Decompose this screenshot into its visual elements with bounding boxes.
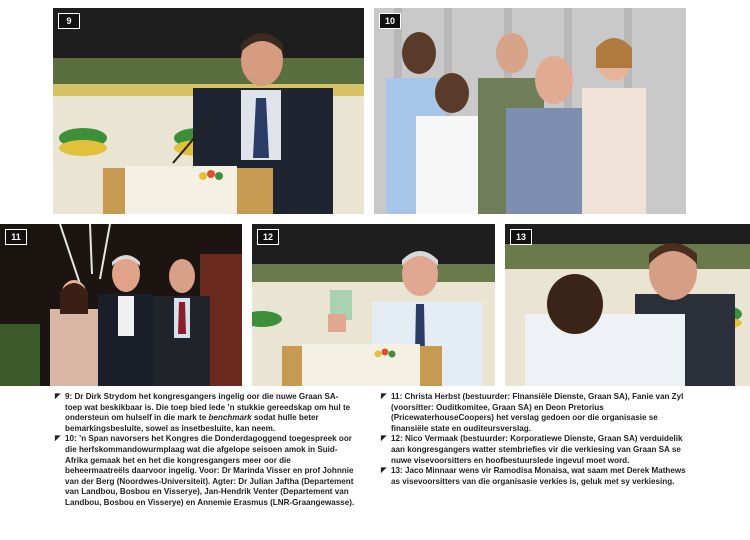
caption-11-text: 11: Christa Herbst (bestuurder: Finansiële Dienste, Graan SA), Fanie van Zyl (voorsitter: Ouditkomitee, Graan SA) en Deon Pretorius (PricewaterhouseCoopers) het verslag gedoen oor die organisasie se finansiële state en ouditeursverslag. <box>391 392 684 433</box>
caption-12-text: 12: Nico Vermaak (bestuurder: Korporatiewe Dienste, Graan SA) verduidelik aan kongresgangers watter stembriefies vir die verkiesing van Graan SA se nuwe visevoorsitters en hoofbestuurslede ingevul moet word. <box>391 434 683 465</box>
caption-9 <box>55 392 355 434</box>
photo-10-image <box>374 8 686 214</box>
caption-9-emphasis: benchmark <box>208 413 252 423</box>
photo-9-image <box>53 8 364 214</box>
photo-number-badge: 10 <box>379 13 401 29</box>
caption-9-text: 9: Dr Dirk Strydom het kongresgangers ingelig oor die nuwe Graan SA-toep wat beskikbaar is. Die toep bied lede ’n stukkie gereedskap om hul te ondersteun om hulself in die mark te <box>65 392 351 423</box>
caption-9-text-end: sodat hulle beter bemarkingsbesluite, sowel as insetbesluite, kan neem. <box>65 413 319 433</box>
caption-arrow-icon: ◤ <box>381 467 387 475</box>
photo-11-image <box>0 224 242 386</box>
captions-left-column <box>55 392 355 509</box>
caption-12 <box>381 434 686 466</box>
photo-number-badge: 12 <box>257 229 279 245</box>
photo-11-group <box>0 224 242 386</box>
photo-number-badge: 11 <box>5 229 27 245</box>
photo-10-group <box>374 8 686 214</box>
caption-arrow-icon: ◤ <box>381 393 387 400</box>
photo-12-speaker <box>252 224 495 386</box>
caption-10 <box>55 434 355 508</box>
photo-number-badge: 9 <box>58 13 80 29</box>
caption-arrow-icon: ◤ <box>381 435 387 443</box>
caption-10-text: 10: ’n Span navorsers het Kongres die Donderdagoggend toegespreek oor die herfskommandowurmplaag wat die afgelope seisoen amok in Suid-Afrika gemaak het en het die kongresgangers meer oor die beheermaatreëls daarvoor ingelig. Voor: Dr Marinda Visser en prof Johnnie van der Berg (Noordwes-Universiteit). Agter: Dr Julian Jaftha (Departement van Landbou, Bosbou en Visserye), Jan-Hendrik Venter (Departement van Landbou, Bosbou en Visserye) en Annemie Erasmus (LNR-Graangewasse). <box>65 434 355 507</box>
captions-right-column <box>381 392 686 487</box>
photo-number-badge: 13 <box>510 229 532 245</box>
caption-13 <box>381 466 686 487</box>
caption-arrow-icon: ◤ <box>55 435 61 443</box>
photo-12-image <box>252 224 495 386</box>
photo-13-congratulations <box>505 224 750 386</box>
caption-arrow-icon: ◤ <box>55 393 61 400</box>
photo-9-speaker <box>53 8 364 214</box>
caption-13-text: 13: Jaco Minnaar wens vir Ramodisa Monaisa, wat saam met Derek Mathews as visevoorsitters van die organisasie verkies is, geluk met sy verkiesing. <box>391 466 686 486</box>
caption-11 <box>381 392 686 434</box>
photo-13-image <box>505 224 750 386</box>
